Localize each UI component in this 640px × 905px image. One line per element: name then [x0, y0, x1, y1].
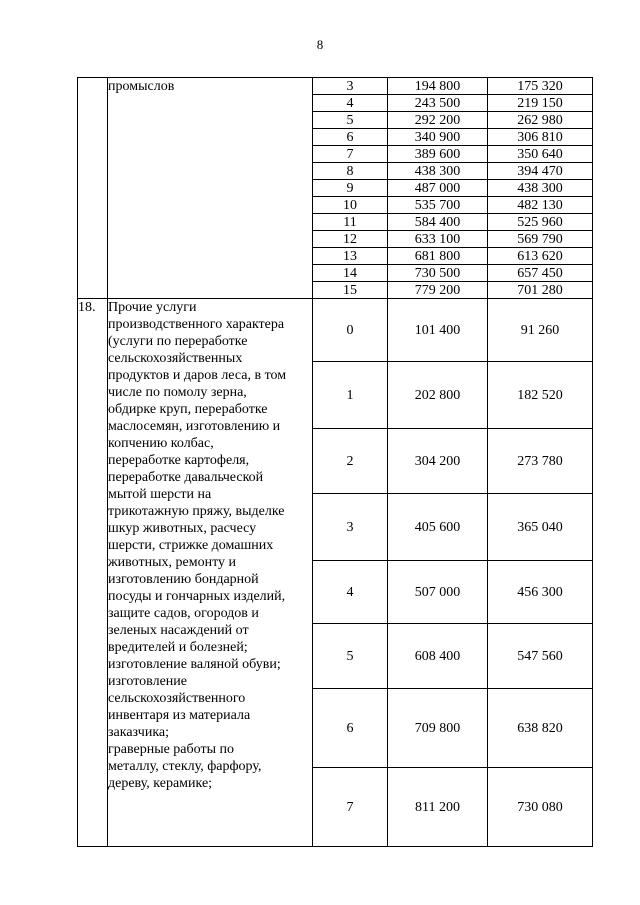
service-name-line: граверные работы по	[108, 742, 234, 757]
employee-count-cell: 4	[313, 561, 388, 624]
service-name-line: дереву, керамике;	[108, 776, 213, 791]
amount-cell: 101 400	[388, 299, 488, 362]
amount-cell: 633 100	[388, 231, 488, 248]
amount-cell: 608 400	[388, 624, 488, 689]
amount-cell: 525 960	[488, 214, 593, 231]
service-name-line: животных, ремонту и	[108, 555, 237, 570]
employee-count-cell: 7	[313, 146, 388, 163]
service-name-line: изготовление	[108, 674, 187, 689]
service-name-line: (услуги по переработке	[108, 334, 248, 349]
amount-cell: 438 300	[488, 180, 593, 197]
service-name-line: вредителей и болезней;	[108, 640, 248, 655]
amount-cell: 262 980	[488, 112, 593, 129]
amount-cell: 456 300	[488, 561, 593, 624]
amount-cell: 389 600	[388, 146, 488, 163]
employee-count-cell: 1	[313, 362, 388, 429]
amount-cell: 202 800	[388, 362, 488, 429]
services-table	[77, 77, 593, 847]
service-name-line: посуды и гончарных изделий,	[108, 589, 286, 604]
employee-count-cell: 10	[313, 197, 388, 214]
employee-count-cell: 14	[313, 265, 388, 282]
service-name-line: обдирке круп, переработке	[108, 402, 268, 417]
amount-cell: 535 700	[388, 197, 488, 214]
employee-count-cell: 2	[313, 429, 388, 494]
amount-cell: 243 500	[388, 95, 488, 112]
employee-count-cell: 7	[313, 768, 388, 847]
service-name-line: производственного характера	[108, 317, 285, 332]
employee-count-cell: 15	[313, 282, 388, 299]
amount-cell: 811 200	[388, 768, 488, 847]
service-name-line: шерсти, стрижке домашних	[108, 538, 274, 553]
amount-cell: 584 400	[388, 214, 488, 231]
table-row	[78, 78, 593, 95]
service-name-line: переработке давальческой	[108, 470, 264, 485]
amount-cell: 194 800	[388, 78, 488, 95]
amount-cell: 365 040	[488, 494, 593, 561]
amount-cell: 350 640	[488, 146, 593, 163]
amount-cell: 507 000	[388, 561, 488, 624]
amount-cell: 306 810	[488, 129, 593, 146]
service-name-line: заказчика;	[108, 725, 170, 740]
employee-count-cell: 6	[313, 129, 388, 146]
employee-count-cell: 11	[313, 214, 388, 231]
amount-cell: 569 790	[488, 231, 593, 248]
amount-cell: 182 520	[488, 362, 593, 429]
amount-cell: 730 500	[388, 265, 488, 282]
page-number: 8	[316, 37, 324, 52]
amount-cell: 340 900	[388, 129, 488, 146]
amount-cell: 405 600	[388, 494, 488, 561]
service-name: промыслов	[108, 78, 313, 299]
amount-cell: 394 470	[488, 163, 593, 180]
service-name-line: сельскохозяйственных	[108, 351, 243, 366]
amount-cell: 547 560	[488, 624, 593, 689]
amount-cell: 273 780	[488, 429, 593, 494]
amount-cell: 638 820	[488, 689, 593, 768]
amount-cell: 613 620	[488, 248, 593, 265]
amount-cell: 292 200	[388, 112, 488, 129]
service-name	[108, 299, 313, 847]
amount-cell: 730 080	[488, 768, 593, 847]
row-number	[78, 78, 108, 299]
amount-cell: 219 150	[488, 95, 593, 112]
service-name-line: числе по помолу зерна,	[108, 385, 247, 400]
table-body	[78, 78, 593, 847]
employee-count-cell: 8	[313, 163, 388, 180]
service-name-line: мытой шерсти на	[108, 487, 212, 502]
employee-count-cell: 9	[313, 180, 388, 197]
employee-count-cell: 13	[313, 248, 388, 265]
service-name-line: трикотажную пряжу, выделке	[108, 504, 285, 519]
service-name-line: маслосемян, изготовлению и	[108, 419, 281, 434]
service-name-line: инвентаря из материала	[108, 708, 251, 723]
service-name-line: изготовлению бондарной	[108, 572, 259, 587]
employee-count-cell: 4	[313, 95, 388, 112]
row-number: 18.	[78, 299, 108, 847]
employee-count-cell: 12	[313, 231, 388, 248]
employee-count-cell: 0	[313, 299, 388, 362]
amount-cell: 438 300	[388, 163, 488, 180]
service-name-line: защите садов, огородов и	[108, 606, 259, 621]
service-name-line: Прочие услуги	[108, 300, 197, 315]
service-name-line: продуктов и даров леса, в том	[108, 368, 287, 383]
amount-cell: 779 200	[388, 282, 488, 299]
amount-cell: 657 450	[488, 265, 593, 282]
amount-cell: 701 280	[488, 282, 593, 299]
service-name-line: металлу, стеклу, фарфору,	[108, 759, 262, 774]
service-name-line: изготовление валяной обуви;	[108, 657, 281, 672]
amount-cell: 304 200	[388, 429, 488, 494]
employee-count-cell: 5	[313, 624, 388, 689]
service-name-line: шкур животных, расчесу	[108, 521, 257, 536]
table-row	[78, 299, 593, 362]
amount-cell: 681 800	[388, 248, 488, 265]
employee-count-cell: 6	[313, 689, 388, 768]
service-name-line: зеленых насаждений от	[108, 623, 249, 638]
service-name-line: сельскохозяйственного	[108, 691, 246, 706]
amount-cell: 482 130	[488, 197, 593, 214]
employee-count-cell: 3	[313, 494, 388, 561]
amount-cell: 175 320	[488, 78, 593, 95]
employee-count-cell: 5	[313, 112, 388, 129]
service-name-line: копчению колбас,	[108, 436, 214, 451]
amount-cell: 91 260	[488, 299, 593, 362]
employee-count-cell: 3	[313, 78, 388, 95]
service-name-line: переработке картофеля,	[108, 453, 250, 468]
amount-cell: 487 000	[388, 180, 488, 197]
amount-cell: 709 800	[388, 689, 488, 768]
